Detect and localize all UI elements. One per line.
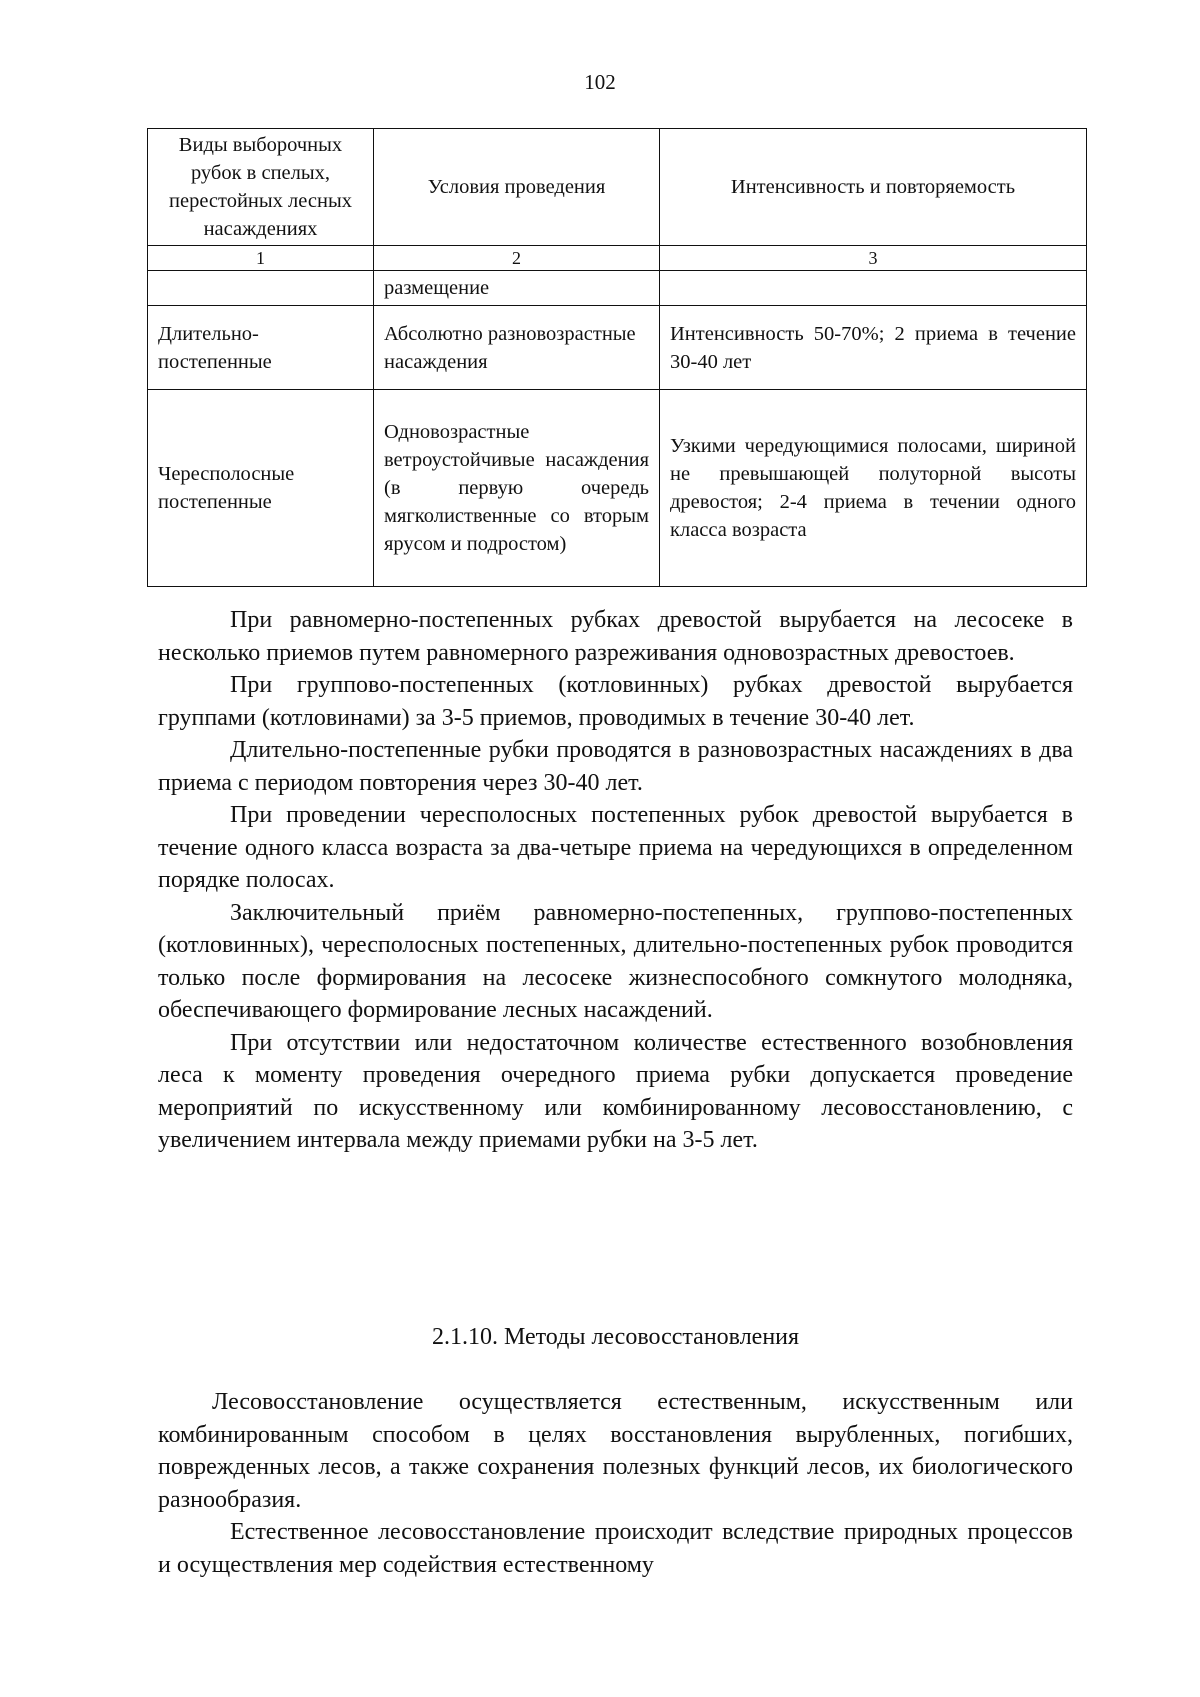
conditions-cell: Абсолютно разновозрастные насаждения: [374, 306, 660, 390]
column-index: 2: [374, 246, 660, 271]
body-text: [158, 604, 1073, 1157]
header-cutting-type: Виды выборочных рубок в спелых, перестойных лесных насаждениях: [148, 129, 374, 246]
column-index-row: [148, 246, 1087, 271]
paragraph: При группово-постепенных (котловинных) рубках древостой вырубается группами (котловинами) за 3-5 приемов, проводимых в течение 30-40 лет.: [158, 672, 1073, 731]
header-intensity: Интенсивность и повторяемость: [660, 129, 1087, 246]
paragraph: При проведении чересполосных постепенных рубок древостой вырубается в течение одного класса возраста за два-четыре приема на чередующихся в определенном порядке полосах.: [158, 802, 1073, 893]
paragraph: Лесовосстановление осуществляется естественным, искусственным или комбинированным способом в целях восстановления вырубленных, погибших, поврежденных лесов, а также сохранения полезных функций лесов, их биологического разнообразия.: [158, 1389, 1073, 1513]
table-row: [148, 271, 1087, 306]
header-conditions: Условия проведения: [374, 129, 660, 246]
paragraph: Длительно-постепенные рубки проводятся в разновозрастных насаждениях в два приема с периодом повторения через 30-40 лет.: [158, 737, 1073, 796]
cutting-type-cell: Длительно-постепенные: [148, 306, 374, 390]
paragraph: При равномерно-постепенных рубках древостой вырубается на лесосеке в несколько приемов путем равномерного разреживания одновозрастных древостоев.: [158, 607, 1073, 666]
section-body-text: [158, 1386, 1073, 1581]
conditions-cell: Одновозрастные ветроустойчивые насаждения (в первую очередь мягколиственные со вторым ярусом и подростом): [374, 390, 660, 587]
column-index: 3: [660, 246, 1087, 271]
cutting-type-cell: [148, 271, 374, 306]
section-heading: 2.1.10. Методы лесовосстановления: [431, 1324, 800, 1350]
conditions-cell: размещение: [374, 271, 660, 306]
table-header-row: [148, 129, 1087, 246]
column-index: 1: [148, 246, 374, 271]
page-number: 102: [584, 70, 616, 94]
cutting-type-cell: Чересполосные постепенные: [148, 390, 374, 587]
cutting-types-table: [147, 128, 1087, 587]
intensity-cell: [660, 271, 1087, 306]
table-row: [148, 306, 1087, 390]
intensity-cell: Узкими чередующимися полосами, шириной не превышающей полуторной высоты древостоя; 2-4 приема в течении одного класса возраста: [660, 390, 1087, 587]
paragraph: При отсутствии или недостаточном количестве естественного возобновления леса к моменту проведения очередного приема рубки допускается проведение мероприятий по искусственному или комбинированному лесовосстановлению, с увеличением интервала между приемами рубки на 3-5 лет.: [158, 1029, 1073, 1153]
paragraph: Естественное лесовосстановление происходит вследствие природных процессов и осуществления мер содействия естественному: [158, 1519, 1073, 1578]
paragraph: Заключительный приём равномерно-постепенных, группово-постепенных (котловинных), чересполосных постепенных, длительно-постепенных рубок проводится только после формирования на лесосеке жизнеспособного сомкнутого молодняка, обеспечивающего формирование лесных насаждений.: [158, 899, 1073, 1023]
intensity-cell: Интенсивность 50-70%; 2 приема в течение 30-40 лет: [660, 306, 1087, 390]
table-row: [148, 390, 1087, 587]
